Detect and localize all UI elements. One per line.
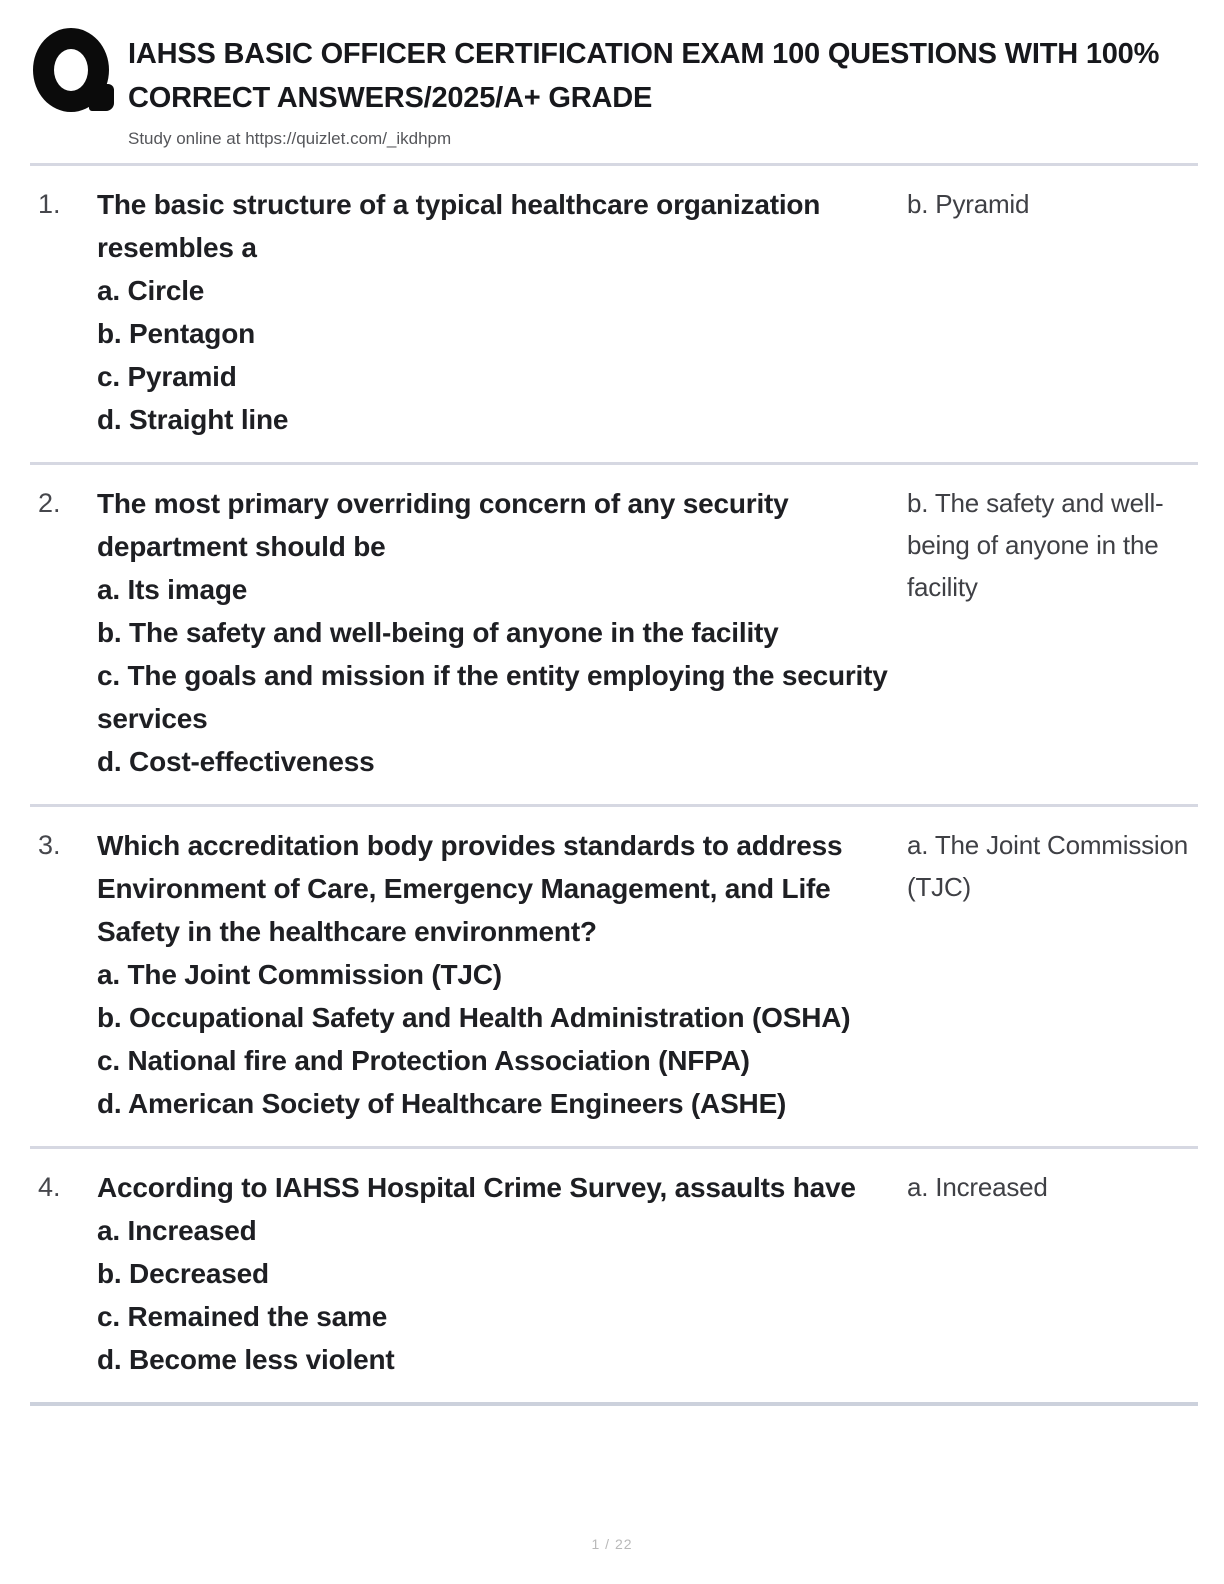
question-row-4 bbox=[30, 1149, 1198, 1402]
document-header bbox=[30, 0, 1198, 149]
answer-option-d: d. Straight line bbox=[97, 404, 289, 435]
question-row-1 bbox=[30, 166, 1198, 462]
correct-answer: a. The Joint Commission (TJC) bbox=[907, 830, 1189, 902]
answer-option-b: b. Decreased bbox=[97, 1258, 269, 1289]
question-prompt: The most primary overriding concern of any security department should be bbox=[97, 488, 789, 562]
question-body bbox=[97, 1166, 905, 1381]
answer-option-c: c. Remained the same bbox=[97, 1301, 388, 1332]
answer-option-c: c. Pyramid bbox=[97, 361, 237, 392]
quizlet-q-logo-icon bbox=[33, 28, 113, 114]
questions-list bbox=[30, 166, 1198, 1406]
question-prompt: According to IAHSS Hospital Crime Survey, assaults have bbox=[97, 1172, 856, 1203]
answer-option-c: c. National fire and Protection Association (NFPA) bbox=[97, 1045, 750, 1076]
answer-option-d: d. Become less violent bbox=[97, 1344, 395, 1375]
question-number: 4. bbox=[38, 1172, 61, 1202]
bottom-divider bbox=[30, 1402, 1198, 1406]
page-indicator: 1 / 22 bbox=[591, 1536, 633, 1552]
document-footer bbox=[0, 1536, 1224, 1554]
question-row-2 bbox=[30, 465, 1198, 804]
question-body bbox=[97, 183, 905, 441]
answer-option-c: c. The goals and mission if the entity employing the security services bbox=[97, 660, 888, 734]
answer-option-b: b. The safety and well-being of anyone in the facility bbox=[97, 617, 779, 648]
answer-option-a: a. The Joint Commission (TJC) bbox=[97, 959, 502, 990]
question-row-3 bbox=[30, 807, 1198, 1146]
answer-option-d: d. Cost-effectiveness bbox=[97, 746, 375, 777]
answer-option-a: a. Increased bbox=[97, 1215, 257, 1246]
answer-option-d: d. American Society of Healthcare Engineers (ASHE) bbox=[97, 1088, 787, 1119]
answer-option-b: b. Occupational Safety and Health Administration (OSHA) bbox=[97, 1002, 851, 1033]
correct-answer: a. Increased bbox=[907, 1172, 1048, 1202]
question-number: 3. bbox=[38, 830, 61, 860]
answer-option-a: a. Its image bbox=[97, 574, 248, 605]
document-title: IAHSS BASIC OFFICER CERTIFICATION EXAM 100 QUESTIONS WITH 100% CORRECT ANSWERS/2025/A+ GRADE bbox=[128, 38, 1160, 114]
study-online-url: Study online at https://quizlet.com/_ikdhpm bbox=[128, 129, 452, 148]
answer-option-b: b. Pentagon bbox=[97, 318, 256, 349]
correct-answer: b. The safety and well-being of anyone in the facility bbox=[907, 488, 1164, 602]
logo-tail-shape bbox=[89, 84, 114, 111]
question-body bbox=[97, 482, 905, 783]
question-number: 1. bbox=[38, 189, 61, 219]
question-number: 2. bbox=[38, 488, 61, 518]
header-text-block bbox=[128, 28, 1198, 149]
question-body bbox=[97, 824, 905, 1125]
question-prompt: The basic structure of a typical healthcare organization resembles a bbox=[97, 189, 821, 263]
question-prompt: Which accreditation body provides standards to address Environment of Care, Emergency Management, and Life Safety in the healthcare environment? bbox=[97, 830, 843, 947]
answer-option-a: a. Circle bbox=[97, 275, 205, 306]
correct-answer: b. Pyramid bbox=[907, 189, 1030, 219]
